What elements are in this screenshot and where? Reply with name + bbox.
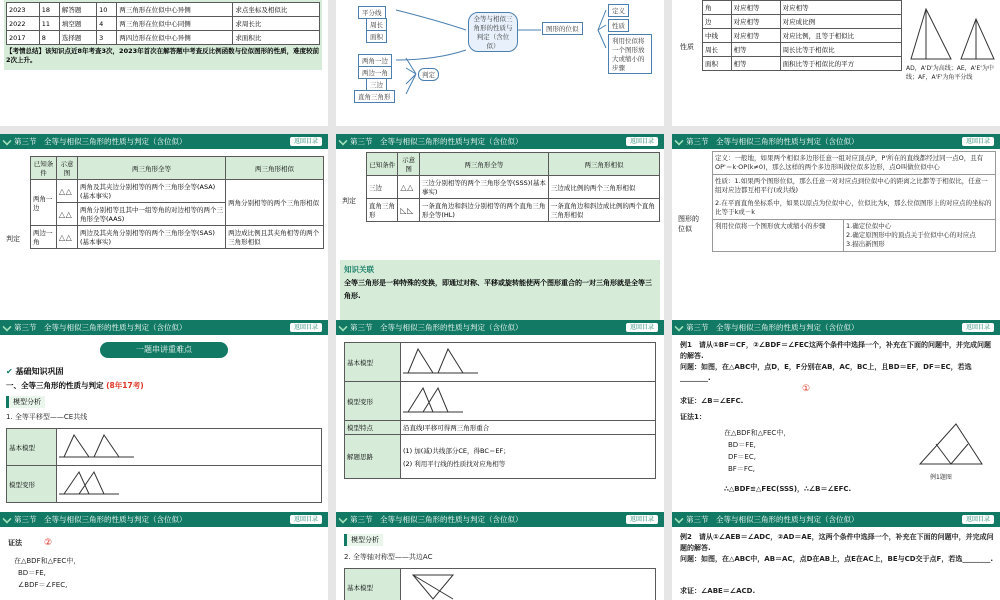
slide-6[interactable] [672,134,1000,330]
slide-title: 第三节 全等与相似三角形的性质与判定（含位似） [350,323,523,332]
proof-step: 在△BDF和△FEC中， [14,557,81,565]
back-to-toc-button[interactable]: 返回目录 [626,515,658,524]
homothety-property-2: 2.在平面直角坐标系中，如果以原点为位似中心，位似比为k，那么位似图形上的对应点的坐标的比等于k或－k [713,197,995,220]
banner: 一题串讲重难点 [100,342,228,358]
check-icon [338,514,347,523]
steps-label: 利用位似将一个图形放大或缩小的步骤 [715,222,826,230]
col-header: 两三角形相似 [226,157,324,180]
figure-cell [401,343,656,382]
check-icon [2,136,11,145]
table-cell: 求面积比 [233,31,320,45]
table-header-row [31,157,324,180]
table-row [7,31,320,45]
hint-line: (1) 加(减)共线部分CE，得BC＝EF； [403,446,510,455]
slide-header [0,320,328,335]
triangle-icon: ◺ ◺ [398,199,419,222]
model-title: 1. 全等平移型——CE共线 [6,413,88,421]
mind-node-two-angles: 两角一边 [358,54,392,67]
slide-title: 第三节 全等与相似三角形的性质与判定（含位似） [686,515,859,524]
homothety-definition: 定义：一般地，如果两个相似多边形任意一组对应顶点P，P'所在的直线都经过同一点O，且有OP'＝k·OP(k≠0)，那么这样的两个多边形叫做位似多边形，点O叫做位似中心 [713,152,995,175]
table-cell: 两角及其夹边分别相等的两个三角形全等(ASA)(基本事实) [77,180,225,203]
hint-line: (2) 利用平行线的性质找对应角相等 [403,459,506,468]
col-header: 两三角形全等 [419,153,548,176]
model-detail-table [344,342,656,479]
property-table [702,0,902,71]
model-tag: 模型分析 [344,534,383,546]
slide-3[interactable] [672,0,1000,126]
slide-8[interactable] [336,320,664,516]
step-item: 2.确定原图形中的顶点关于位似中心的对应点 [846,231,976,239]
check-icon [674,136,683,145]
mind-node-three-sides: 三边 [366,78,387,91]
table-cell: 对应相等 [780,1,901,15]
table-cell: 模型变形 [7,466,57,503]
triangle-figure [906,4,996,64]
table-cell: 对应成比例 [780,15,901,29]
figure-cell [401,382,656,421]
knowledge-link-box [340,260,660,326]
table-cell: 对应相等 [731,29,780,43]
table-row [345,343,656,382]
slide-header [672,512,1000,527]
table-cell: 模型变形 [345,382,401,421]
translation-figure [59,431,139,461]
table-row [345,382,656,421]
slide-title: 第三节 全等与相似三角形的性质与判定（含位似） [686,323,859,332]
slide-header [336,512,664,527]
homothety-steps-row [713,220,995,251]
translation-variant-figure [59,468,139,498]
section-title [6,380,144,391]
slide-10[interactable] [0,512,328,600]
check-icon [674,514,683,523]
exam-table [6,2,320,45]
judge-label: 判定 [6,235,20,243]
homothety-label: 图形的位似 [678,215,699,233]
table-header-row [367,153,660,176]
slide-12[interactable] [672,512,1000,600]
figure-cell [57,466,322,503]
table-cell: 选择题 [59,31,96,45]
homothety-body [712,151,996,252]
proof-step: BD＝FE, [18,569,46,577]
table-row [367,176,660,199]
back-to-toc-button[interactable]: 返回目录 [962,137,994,146]
table-cell: 角 [703,1,732,15]
back-to-toc-button[interactable]: 返回目录 [626,323,658,332]
table-cell: 三边 [367,176,398,199]
mind-node-bisector: 平分线 [358,6,386,19]
table-cell: 基本模型 [345,569,401,600]
table-row [7,466,322,503]
col-header: 已知条件 [367,153,398,176]
model-tag: 模型分析 [6,396,45,408]
mind-node-two-sides: 两边一角 [358,66,392,79]
table-cell [401,435,656,479]
slide-title: 第三节 全等与相似三角形的性质与判定（含位似） [14,515,187,524]
col-header: 两三角形相似 [548,153,659,176]
table-cell: 两角分别相等的两个三角形相似 [226,180,324,226]
triangle-icon: △ △ [56,180,77,203]
table-cell: 对应相等 [731,1,780,15]
figure-caption: 例1题图 [930,474,952,481]
col-header: 示意图 [398,153,419,176]
model-table [6,428,322,503]
table-row [703,15,902,29]
table-cell: 8 [39,31,59,45]
basic-title [6,366,64,377]
table-cell: 三边分别相等的两个三角形全等(SSS)(基本事实) [419,176,548,199]
table-row [345,569,656,600]
example-1-question: 问题：如图，在△ABC中，点D，E，F分别在AB，AC，BC上，且BD＝EF，DF＝EC，若选________. [680,363,972,382]
slide-header [336,320,664,335]
variant-model-figure [403,384,483,416]
example-1-prove: 求证：∠B＝∠EFC. [680,397,744,405]
back-to-toc-button[interactable]: 返回目录 [290,137,322,146]
proof-title: 证法1： [680,413,706,421]
table-cell: 相等 [731,43,780,57]
figure-cell [57,429,322,466]
back-to-toc-button[interactable]: 返回目录 [962,515,994,524]
back-to-toc-button[interactable]: 返回目录 [290,515,322,524]
table-row [31,226,324,249]
table-cell: 一条直角边和斜边分别相等的两个直角三角形全等(HL) [419,199,548,222]
table-row [31,180,324,203]
table-row [7,429,322,466]
slide-header [336,134,664,149]
slide-11[interactable] [336,512,664,600]
table-row [703,1,902,15]
slide-title: 第三节 全等与相似三角形的性质与判定（含位似） [350,137,523,146]
table-cell: 模型特点 [345,421,401,435]
example-1-text: 例1 请从①BF＝CF，②∠BDF＝∠FEC这两个条件中选择一个，补充在下面的问题中，并完成问题的解答. [680,341,991,360]
table-cell: 11 [39,17,59,31]
table-row [703,57,902,71]
table-cell: 求周长比 [233,17,320,31]
table-cell: 两三角形在位似中心同侧 [117,17,233,31]
mind-node-center: 全等与相似三角形的性质与判定（含位似） [468,12,518,52]
table-cell: 两边一角 [31,226,57,249]
check-icon [338,136,347,145]
table-cell: 18 [39,3,59,17]
slide-title: 第三节 全等与相似三角形的性质与判定（含位似） [14,137,187,146]
table-cell: 两角一边 [31,180,57,226]
answer-mark: ① [802,384,811,394]
exam-summary-text: 【考情总结】该知识点近8年考查3次，2023年首次在解答题中考查反比例函数与位似图形的性质，难度较前2次上升。 [6,47,320,64]
mind-node-definition: 定义 [608,4,629,17]
col-header: 两三角形全等 [77,157,225,180]
proof-step: BD＝FE, [728,441,756,449]
property-label: 性质 [680,43,694,51]
slide-1[interactable] [0,0,328,126]
check-icon [2,514,11,523]
table-cell: 解答题 [59,3,96,17]
property-note: AD，A'D'为高线；AE，A'E'为中线；AF，A'F'为角平分线 [906,65,994,81]
mind-node-right-triangle: 直角三角形 [354,90,395,103]
slide-header [672,320,1000,335]
slide-4[interactable] [0,134,328,330]
slide-5[interactable] [336,134,664,330]
proof-step: DF＝EC, [728,453,756,461]
model-table [344,568,656,600]
proof-2-title: 证法 [8,539,22,547]
proof-step: BF＝FC, [728,465,755,473]
triangle-icon: △ △ [56,203,77,226]
example-2-text: 例2 请从①∠AEB＝∠ADC，②AD＝AE，这两个条件中选择一个，补充在下面的问题中，并完成问题的解答. [680,533,994,552]
section-label: 一、全等三角形的性质与判定 [6,381,104,390]
mind-node-area: 面积 [366,30,387,43]
knowledge-link-title: 知识关联 [344,265,374,274]
slide-2[interactable] [336,0,664,126]
proof-step: 在△BDF和△FEC中， [724,429,791,437]
figure-cell [401,569,656,600]
table-cell: 两三角形在位似中心异侧 [117,3,233,17]
table-cell: 两边成比例且其夹角相等的两个三角形相似 [226,226,324,249]
judge-table-angles [30,156,324,249]
table-cell: 基本模型 [345,343,401,382]
col-header: 示意图 [56,157,77,180]
slide-header [0,134,328,149]
col-header: 已知条件 [31,157,57,180]
table-cell: 面积 [703,57,732,71]
check-icon: ✔ [6,367,13,376]
model-title: 2. 全等轴对称型——共边AC [344,553,433,561]
table-row [7,17,320,31]
table-cell: 两角分别相等且其中一组等角的对边相等的两个三角形全等(AAS) [77,203,225,226]
steps-list [843,220,995,251]
check-icon [674,322,683,331]
triangle-icon: △ △ [398,176,419,199]
proof-conclusion: ∴△BDF≌△FEC(SSS)，∴∠B＝∠EFC. [724,485,852,493]
table-cell: 相等 [731,57,780,71]
table-cell: 一条直角边和斜边成比例的两个直角三角形相似 [548,199,659,222]
slide-title: 第三节 全等与相似三角形的性质与判定（含位似） [350,515,523,524]
table-cell: 周长 [703,43,732,57]
table-cell: 两边及其夹角分别相等的两个三角形全等(SAS)(基本事实) [77,226,225,249]
example-1-figure [916,420,986,470]
table-row [367,199,660,222]
table-cell: 2017 [7,31,40,45]
axis-symmetry-figure [403,571,463,600]
mind-node-steps: 利用位似将一个图形放大或缩小的步骤 [608,34,652,74]
table-cell: 三边成比例的两个三角形相似 [548,176,659,199]
table-cell: 对应比例，且等于相似比 [780,29,901,43]
slide-7[interactable] [0,320,328,516]
slide-title: 第三节 全等与相似三角形的性质与判定（含位似） [14,323,187,332]
table-cell: 填空题 [59,17,96,31]
mind-node-perimeter: 周长 [366,18,387,31]
table-cell: 10 [97,3,117,17]
example-2-question: 问题：如图，在△ABC中，AB＝AC，点D在AB上，点E在AC上，BE与CD交于点F，若选________. [680,555,993,563]
answer-mark: ② [44,538,53,548]
table-cell: 中线 [703,29,732,43]
judge-table-sides [366,152,660,222]
mind-node-judge: 判定 [418,68,439,81]
table-row [345,421,656,435]
table-cell: 边 [703,15,732,29]
table-row [7,3,320,17]
homothety-property-1: 性质：1.如果两个图形位似，那么任意一对对应点到位似中心的距离之比都等于相似比，任意一组对应边都互相平行(或共线) [715,177,988,194]
table-cell: 两四边形在位似中心异侧 [117,31,233,45]
basic-label: 基础知识巩固 [15,367,64,376]
section-count: (8年17考) [106,381,144,390]
table-cell: 4 [97,17,117,31]
back-to-toc-button[interactable]: 返回目录 [626,137,658,146]
table-row [703,29,902,43]
table-cell: 基本模型 [7,429,57,466]
proof-step: ∠BDF＝∠FEC, [18,581,68,589]
table-cell: 2022 [7,17,40,31]
table-row [345,435,656,479]
step-item: 1.确定位似中心 [846,222,892,230]
table-cell: 对应相等 [731,15,780,29]
step-item: 3.描出新图形 [846,240,885,248]
slide-header [0,512,328,527]
knowledge-link-text: 全等三角形是一种特殊的变换，即通过对称、平移或旋转能使两个图形重合的一对三角形就是全等三角形. [344,279,652,300]
mind-node-homothety: 图形的位似 [542,22,583,35]
back-to-toc-button[interactable]: 返回目录 [290,323,322,332]
check-icon [338,322,347,331]
table-cell: 面积比等于相似比的平方 [780,57,901,71]
mind-node-property: 性质 [608,19,629,32]
triangle-icon: △ △ [56,226,77,249]
table-cell: 2023 [7,3,40,17]
slide-header [672,134,1000,149]
table-cell: 沿直线l平移可得两三角形重合 [401,421,656,435]
slide-title: 第三节 全等与相似三角形的性质与判定（含位似） [686,137,859,146]
slide-9[interactable] [672,320,1000,516]
table-cell: 解题思路 [345,435,401,479]
table-cell: 求点坐标及相似比 [233,3,320,17]
table-row [703,43,902,57]
exam-summary-panel [4,0,322,70]
basic-model-figure [403,345,483,377]
table-cell: 3 [97,31,117,45]
check-icon [2,322,11,331]
example-2-prove: 求证：∠ABE＝∠ACD. [680,587,756,595]
back-to-toc-button[interactable]: 返回目录 [962,323,994,332]
judge-label: 判定 [342,197,356,205]
table-cell: 直角三角形 [367,199,398,222]
table-cell: 周长比等于相似比 [780,43,901,57]
